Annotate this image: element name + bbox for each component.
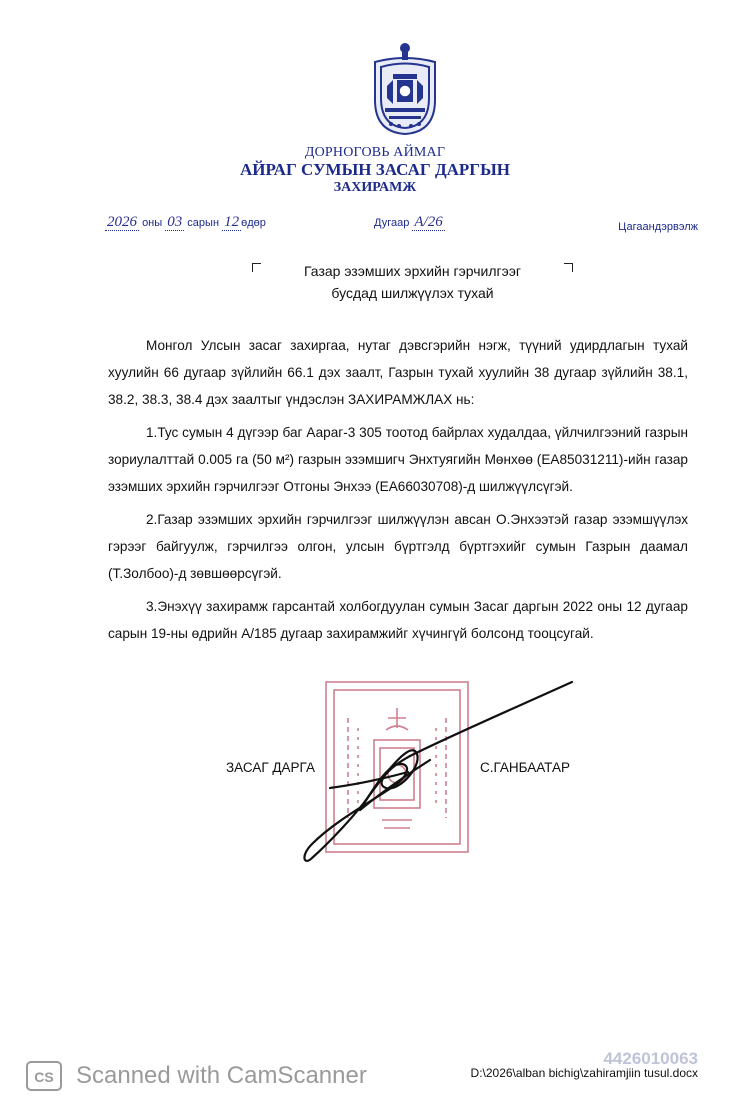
document-body: [108, 332, 688, 653]
mongolia-state-emblem-icon: [367, 40, 443, 138]
body-clause-3: 3.Энэхүү захирамж гарсантай холбогдуулан сумын Засаг даргын 2022 оны 12 дугаар сарын 19-ны өдрийн А/185 дугаар захирамжийг хүчингүй болсонд тооцсугай.: [108, 599, 688, 641]
date-day: 12: [224, 214, 240, 230]
document-serial-number: 4426010063: [603, 1049, 698, 1068]
issuer-office: АЙРАГ СУМЫН ЗАСАГ ДАРГЫН: [239, 160, 511, 179]
scanner-watermark: Scanned with CamScanner: [76, 1062, 367, 1089]
title-line-2: бусдад шилжүүлэх тухай: [331, 285, 494, 301]
signer-title: ЗАСАГ ДАРГА: [226, 760, 315, 775]
date-month-suffix: сарын: [187, 217, 220, 229]
number-value: A/26: [414, 214, 443, 230]
date-year-suffix: оны: [142, 217, 163, 229]
file-path: D:\2026\alban bichig\zahiramjiin tusul.docx: [470, 1066, 698, 1080]
document-place: Цагаандэрвэлж: [618, 221, 698, 233]
date-month: 03: [167, 214, 183, 230]
signer-name: С.ГАНБААТАР: [480, 760, 570, 775]
document-date: [105, 214, 266, 231]
document-type: ЗАХИРАМЖ: [333, 180, 417, 195]
body-preamble: Монгол Улсын засаг захиргаа, нутаг дэвсгэрийн нэгж, түүний удирдлагын тухай хуулийн 66 дугаар зүйлийн 66.1 дэх заалт, Газрын тухай хуулийн 38 дугаар зүйлийн 38.1, 38.2, 38.3, 38.4 дэх заалтыг үндэслэн ЗАХИРАМЖЛАХ нь:: [108, 338, 688, 407]
date-day-suffix: өдөр: [241, 217, 266, 229]
document-title: [260, 260, 565, 304]
handwritten-signature-icon: [290, 660, 580, 870]
number-label: Дугаар: [374, 217, 410, 229]
body-clause-2: 2.Газар эзэмших эрхийн гэрчилгээг шилжүүлэн авсан О.Энхээтэй газар эзэмшүүлэх гэрээг байгуулж, гэрчилгээ олгон, улсын бүртгэлд бүртгэхийг сумын Газрын даамал (Т.Золбоо)-д зөвшөөрсүгэй.: [108, 512, 688, 581]
body-clause-1: 1.Тус сумын 4 дүгээр баг Аараг-3 305 тоотод байрлах худалдаа, үйлчилгээний газрын зориулалттай 0.005 га (50 м²) газрын эзэмшигч Энхтуягийн Мөнхөө (ЕА85031211)-ийн газар эзэмших эрхийн гэрчилгээг Отгоны Энхээ (ЕА66030708)-д шилжүүлсүгэй.: [108, 425, 688, 494]
title-line-1: Газар эзэмших эрхийн гэрчилгээг: [304, 263, 521, 279]
date-year: 2026: [107, 214, 137, 230]
svg-text:CS: CS: [34, 1069, 54, 1085]
camscanner-logo-icon: [26, 1061, 62, 1091]
issuer-province: ДОРНОГОВЬ АЙМАГ: [304, 145, 446, 160]
title-bracket-right: [564, 263, 573, 272]
document-number: [374, 214, 445, 231]
